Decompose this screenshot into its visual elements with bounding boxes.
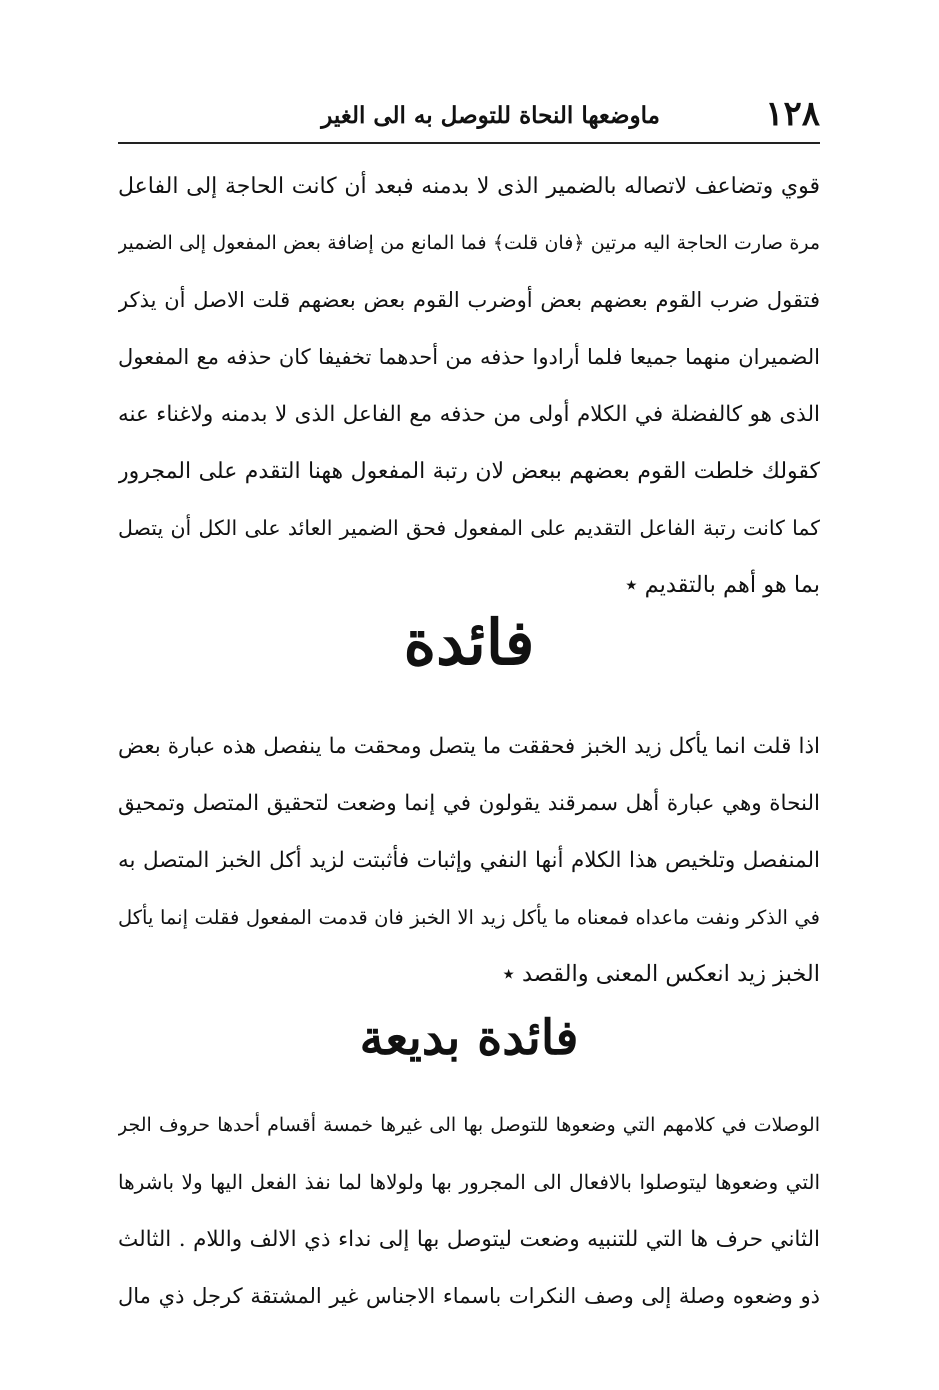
text-line: الضميران منهما جميعا فلما أرادوا حذفه من أحدهما تخفيفا كان حذفه مع المفعول: [118, 345, 820, 369]
page-number: ١٢٨: [765, 94, 820, 134]
text-line: التي وضعوها ليتوصلوا بالافعال الى المجرور بها ولولاها لما نفذ الفعل اليها ولا باشرها: [118, 1170, 820, 1194]
text-line: النحاة وهي عبارة أهل سمرقند يقولون في إنما وضعت لتحقيق المتصل وتمحيق: [118, 791, 820, 816]
page-header: [118, 92, 820, 136]
text-line: اذا قلت انما يأكل زيد الخبز فحققت ما يتصل ومحقت ما ينفصل هذه عبارة بعض: [118, 734, 820, 759]
text-line: مرة صارت الحاجة اليه مرتين ﴿فان قلت﴾ فما المانع من إضافة بعض المفعول إلى الضمير: [118, 232, 820, 254]
text-line: ذو وضعوه وصلة إلى وصف النكرات باسماء الاجناس غير المشتقة كرجل ذي مال: [118, 1284, 820, 1308]
text-line: في الذكر ونفت ماعداه فمعناه ما يأكل زيد الا الخبز فان قدمت المفعول فقلت إنما يأكل: [118, 906, 820, 929]
text-line: الذى هو كالفضلة في الكلام أولى من حذفه مع الفاعل الذى لا بدمنه ولاغناء عنه: [118, 402, 820, 427]
text-line: الوصلات في كلامهم التي وضعوها للتوصل بها الى غيرها خمسة أقسام أحدها حروف الجر: [118, 1114, 820, 1136]
text-line: قوي وتضاعف لاتصاله بالضمير الذى لا بدمنه فبعد أن كانت الحاجة إلى الفاعل: [118, 174, 820, 199]
text-line: كما كانت رتبة الفاعل التقديم على المفعول فحق الضمير العائد على الكل أن يتصل: [118, 516, 820, 540]
text-line: الثاني حرف ها التي للتنبيه وضعت ليتوصل بها إلى نداء ذي الالف واللام . الثالث: [118, 1227, 820, 1252]
text-line: فتقول ضرب القوم بعضهم بعض أوضرب القوم بعض بعضهم قلت الاصل أن يذكر: [118, 288, 820, 312]
text-line: كقولك خلطت القوم بعضهم ببعض لان رتبة المفعول ههنا التقدم على المجرور: [118, 459, 820, 484]
text-line: المنفصل وتلخيص هذا الكلام أنها النفي وإثبات فأثبتت لزيد أكل الخبز المتصل به: [118, 848, 820, 873]
paragraph-2: [118, 718, 820, 1003]
text-line: بما هو أهم بالتقديم ٭: [625, 572, 820, 598]
paragraph-1: [118, 158, 820, 614]
paragraph-3: [118, 1097, 820, 1325]
text-line: الخبز زيد انعكس المعنى والقصد ٭: [502, 961, 820, 987]
section-heading-faida-badia: فائدة بديعة: [359, 1010, 579, 1066]
header-rule: [118, 142, 820, 144]
running-title: ماوضعها النحاة للتوصل به الى الغير: [321, 102, 660, 129]
section-heading-faida: فائدة: [403, 606, 535, 679]
